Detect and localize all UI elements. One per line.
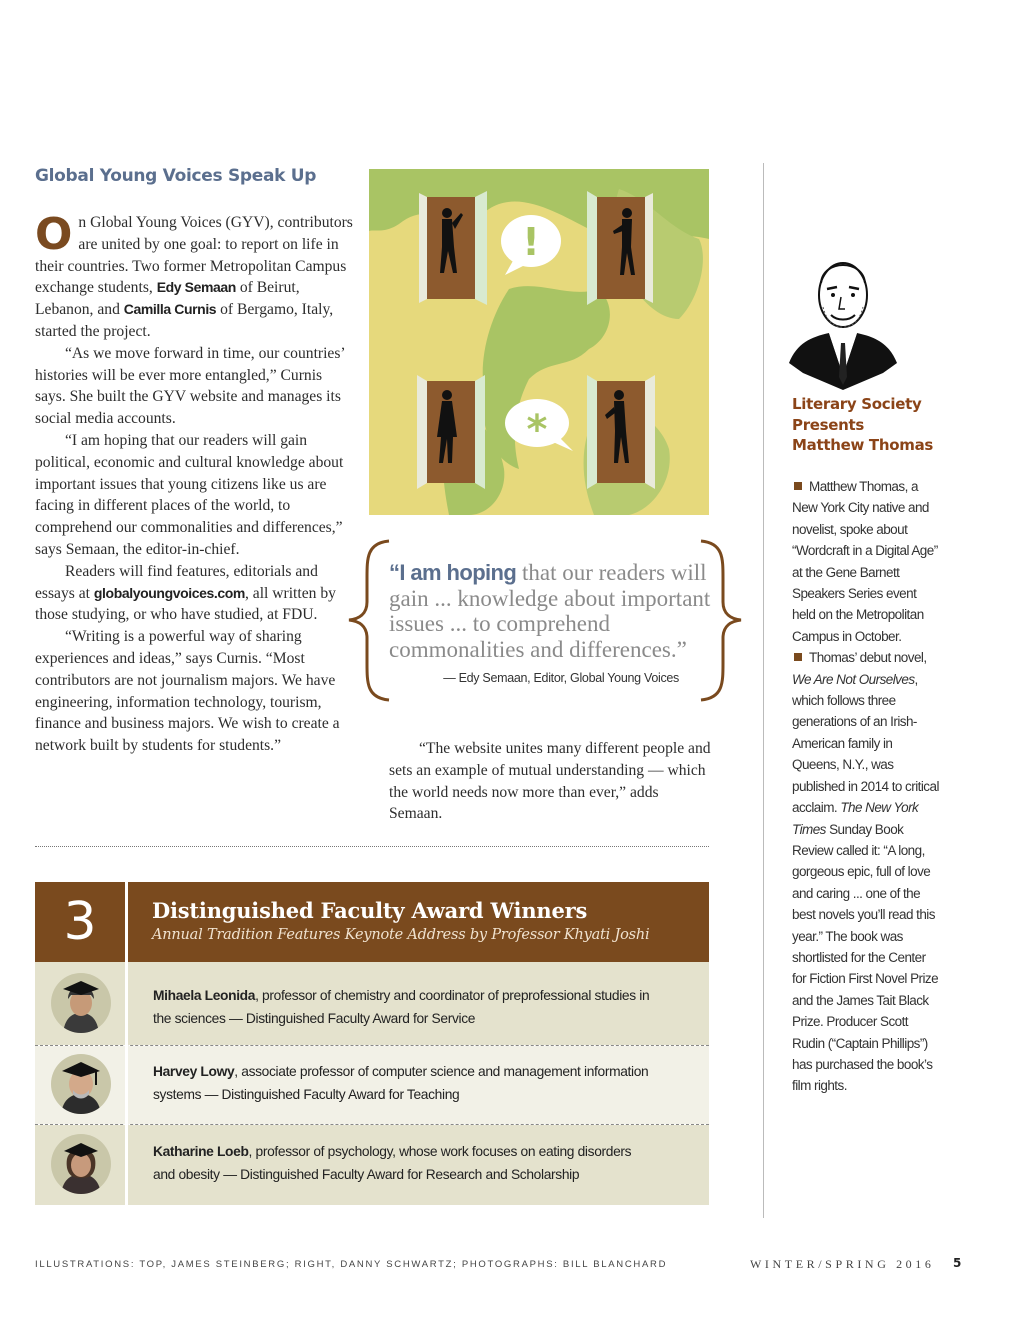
story-paragraph-1: n Global Young Voices (GYV), contributors are united by one goal: to report on life in their countries. Two former Metropolitan Campus exchange students, Edy Semaan of Beirut, Lebanon, and Camilla Curnis of Bergamo, Italy, started the project. <box>35 214 353 340</box>
story-paragraph-2: “As we move forward in time, our countries’ histories will be ever more entangled,” Curnis says. She built the GYV website and manages its social media accounts. <box>35 344 345 428</box>
award-winner-text: Mihaela Leonida, professor of chemistry and coordinator of preprofessional studies in the sciences — Distinguished Faculty Award for Service <box>153 988 650 1026</box>
story-column-left <box>35 209 353 757</box>
avatar-harvey-lowy <box>51 1054 111 1114</box>
award-winner-row <box>35 1125 709 1205</box>
issue-label: WINTER/SPRING 2016 <box>750 1257 935 1271</box>
story-paragraph-3: “I am hoping that our readers will gain political, economic and cultural knowledge about important issues that young citizens like us are facing in different places of the world, to comprehend our commonalities and differences,” says Semaan, the editor-in-chief. <box>35 431 344 558</box>
sidebar-bullet-1: Matthew Thomas, a New York City native and novelist, spoke about “Wordcraft in a Digital Age” at the Gene Barnett Speakers Series event held on the Metropolitan Campus in October. <box>792 479 938 644</box>
awards-number: 3 <box>63 892 97 952</box>
door-bottom-right <box>587 375 655 489</box>
awards-title: Distinguished Faculty Award Winners <box>152 898 588 923</box>
award-winner-text: Harvey Lowy, associate professor of computer science and management information systems — Distinguished Faculty Award for Teaching <box>153 1064 649 1102</box>
pullquote-text: “I am hoping that our readers will gain ... knowledge about important issues ... to comprehend commonalities and differences.” <box>389 560 711 662</box>
sidebar-rule <box>763 163 764 1218</box>
photo-credits: ILLUSTRATIONS: TOP, JAMES STEINBERG; RIGHT, DANNY SCHWARTZ; PHOTOGRAPHS: BILL BLANCHARD <box>35 1259 668 1270</box>
award-winner-row <box>35 962 709 1045</box>
bullet-square-icon <box>794 653 802 661</box>
story-paragraph-5: “Writing is a powerful way of sharing experiences and ideas,” says Curnis. “Most contributors are not journalism majors. We have engineering, information technology, tourism, finance and business majors. We wish to create a network built by students for students.” <box>35 628 340 755</box>
story-heading: Global Young Voices Speak Up <box>35 166 317 186</box>
sidebar-bullet-2: Thomas’ debut novel, We Are Not Ourselves, which follows three generations of an Irish-American family in Queens, N.Y., was published in 2014 to critical acclaim. The New York Times Sunday Book Review called it: “A long, gorgeous epic, full of love and caring ... one of the best novels you’ll read this year.” The book was shortlisted for the Center for Fiction First Novel Prize and the James Tait Black Prize. Producer Scott Rudin (“Captain Phillips”) has purchased the book’s film rights. <box>792 650 939 1094</box>
svg-text:!: ! <box>522 220 540 264</box>
awards-subtitle: Annual Tradition Features Keynote Address by Professor Khyati Joshi <box>152 927 650 943</box>
pullquote-attribution: — Edy Semaan, Editor, Global Young Voices <box>443 671 679 685</box>
award-winner-text: Katharine Loeb, professor of psychology, whose work focuses on eating disorders and obesity — Distinguished Faculty Award for Research and Scholarship <box>153 1144 632 1182</box>
drop-cap: O <box>35 209 73 260</box>
sidebar-body <box>792 476 942 1097</box>
name-camilla-curnis: Camilla Curnis <box>123 301 217 318</box>
section-divider <box>35 846 709 847</box>
door-top-right <box>587 191 653 305</box>
story-paragraph-6: “The website unites many different people and sets an example of mutual understanding — which the world needs now more than ever,” adds Semaan. <box>389 740 711 823</box>
illustration-map-doors <box>369 169 709 515</box>
story-paragraph-4: Readers will find features, editorials and essays at globalyoungvoices.com, all written by those studying, or who have studied, at FDU. <box>35 562 336 624</box>
awards-column-separator <box>125 882 128 1205</box>
svg-text:*: * <box>526 407 548 453</box>
avatar-katharine-loeb <box>51 1134 111 1194</box>
website-link[interactable]: globalyoungvoices.com <box>93 584 245 601</box>
story-column-middle <box>389 738 711 825</box>
name-edy-semaan: Edy Semaan <box>156 279 236 296</box>
page-number: 5 <box>953 1256 962 1270</box>
bullet-square-icon <box>794 482 802 490</box>
portrait-matthew-thomas <box>783 245 903 390</box>
door-bottom-left <box>417 375 485 489</box>
avatar-mihaela-leonida <box>51 973 111 1033</box>
sidebar-heading: Literary Society Presents Matthew Thomas <box>792 395 934 454</box>
award-winner-row <box>35 1046 709 1124</box>
door-top-left <box>419 191 487 305</box>
